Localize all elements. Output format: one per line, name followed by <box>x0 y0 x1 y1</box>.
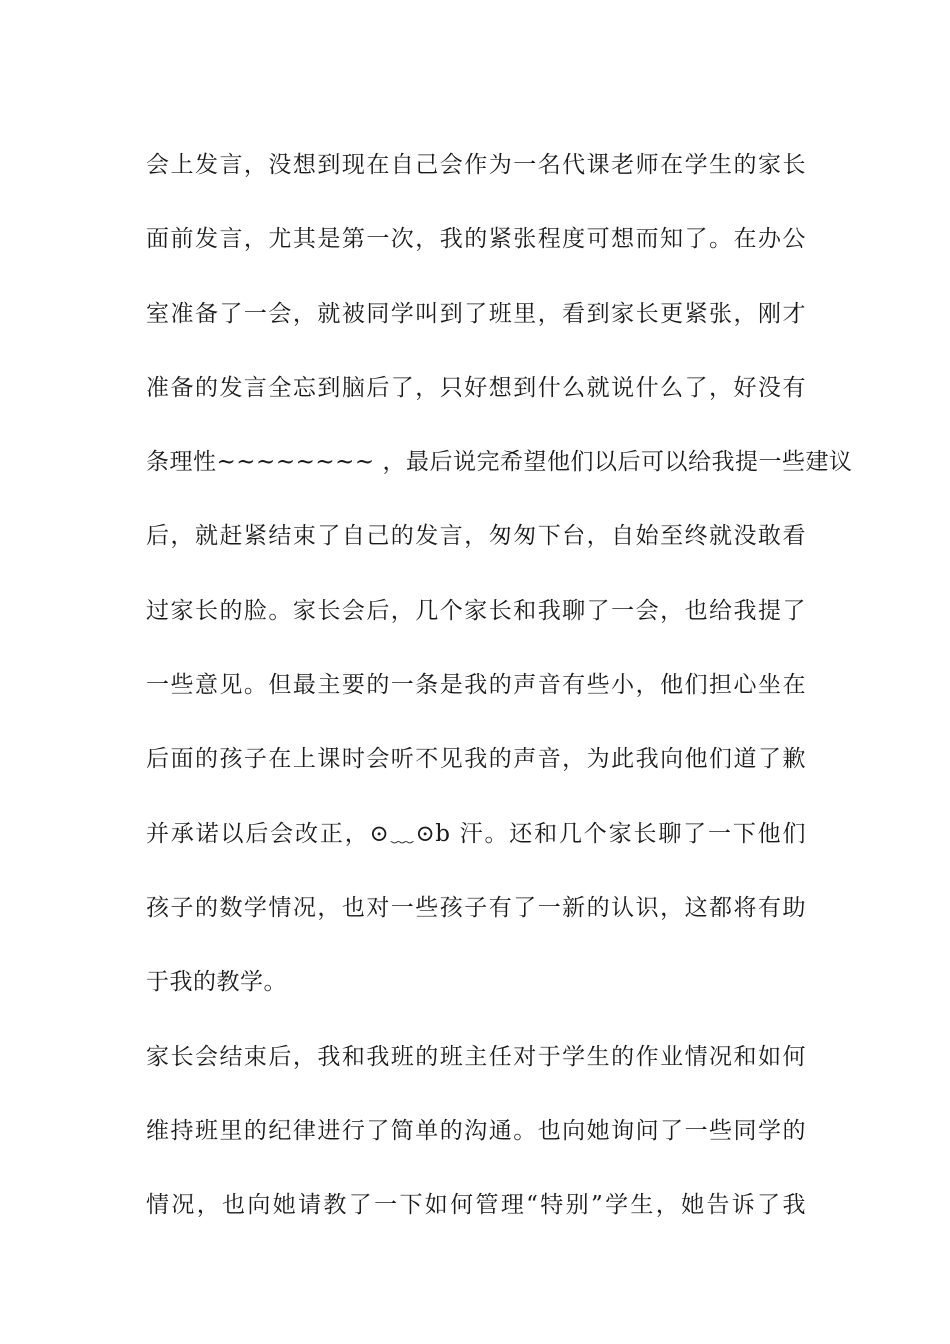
text-line: 室准备了一会，就被同学叫到了班里，看到家长更紧张，刚才 <box>146 300 806 327</box>
text-line: 面前发言，尤其是第一次，我的紧张程度可想而知了。在办公 <box>146 226 806 253</box>
body-text <box>146 128 853 1242</box>
text-line: 一些意见。但最主要的一条是我的声音有些小，他们担心坐在 <box>146 672 806 699</box>
text-line: 会上发言，没想到现在自己会作为一名代课老师在学生的家长 <box>146 152 806 178</box>
text-line: 后面的孩子在上课时会听不见我的声音，为此我向他们道了歉 <box>146 746 806 773</box>
text-line: 准备的发言全忘到脑后了，只好想到什么就说什么了，好没有 <box>146 374 806 401</box>
text-line: 并承诺以后会改正，⊙﹏⊙b 汗。还和几个家长聊了一下他们 <box>146 820 806 847</box>
text-line: 过家长的脸。家长会后，几个家长和我聊了一会，也给我提了 <box>146 597 806 624</box>
text-line: 维持班里的纪律进行了简单的沟通。也向她询问了一些同学的 <box>146 1117 806 1144</box>
text-line-paragraph-end: 于我的教学。 <box>146 969 287 996</box>
text-line: 条理性~~~~~~~~ ，最后说完希望他们以后可以给我提一些建议 <box>146 449 853 476</box>
text-line: 家长会结束后，我和我班的班主任对于学生的作业情况和如何 <box>146 1043 806 1070</box>
text-line: 孩子的数学情况，也对一些孩子有了一新的认识，这都将有助 <box>146 894 806 921</box>
text-line: 后，就赶紧结束了自己的发言，匆匆下台，自始至终就没敢看 <box>146 523 806 550</box>
text-line: 情况，也向她请教了一下如何管理“特别”学生，她告诉了我 <box>146 1192 806 1219</box>
